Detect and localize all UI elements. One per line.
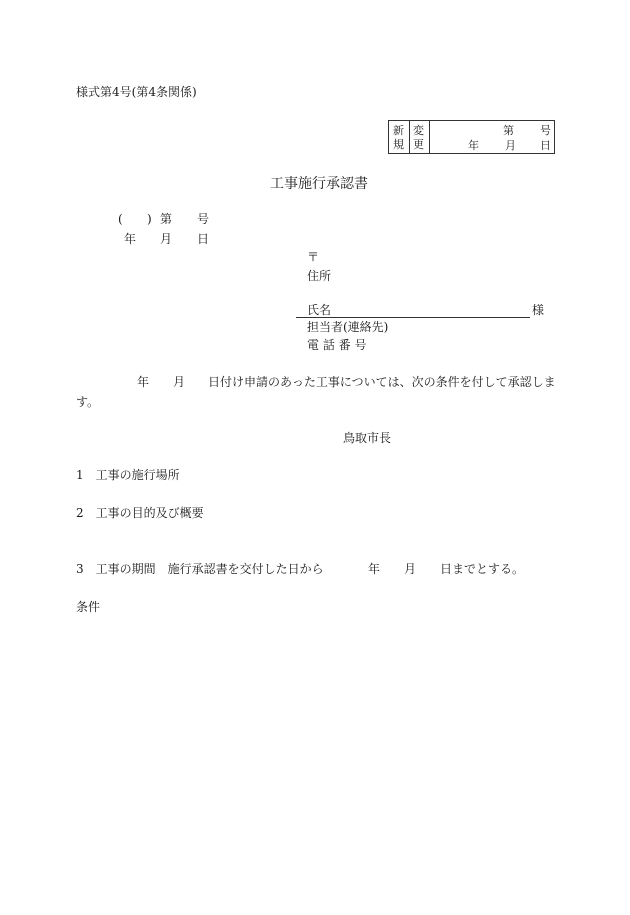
issue-go: 号 xyxy=(197,212,210,226)
body-text-line1: 日付け申請のあった工事については、次の条件を付して承認しま xyxy=(208,375,556,389)
change-label-top: 変 xyxy=(413,124,424,137)
postal-mark: 〒 xyxy=(307,250,320,264)
item-3-period: 3 工事の期間 施行承認書を交付した日から xyxy=(76,562,324,576)
issue-year: 年 xyxy=(124,232,137,246)
phone-label: 電 話 番 号 xyxy=(307,338,367,352)
item-3-year: 年 xyxy=(368,562,381,576)
address-label: 住所 xyxy=(307,269,332,283)
conditions-label: 条件 xyxy=(76,600,101,614)
contact-label: 担当者(連絡先) xyxy=(307,320,389,334)
issue-dai: 第 xyxy=(160,212,173,226)
change-label-bottom: 更 xyxy=(413,138,424,151)
item-2-purpose: 2 工事の目的及び概要 xyxy=(76,506,204,520)
body-month: 月 xyxy=(173,375,186,389)
body-year: 年 xyxy=(137,375,150,389)
issue-paren-open: ( xyxy=(118,212,123,226)
box-dai: 第 xyxy=(503,124,514,137)
change-cell xyxy=(409,121,430,153)
name-underline xyxy=(296,317,530,318)
body-text-line2: す。 xyxy=(76,395,100,409)
document-title: 工事施行承認書 xyxy=(270,176,368,192)
name-label: 氏名 xyxy=(307,303,332,317)
issuer-name: 鳥取市長 xyxy=(343,431,392,445)
item-3-day: 日までとする。 xyxy=(440,562,525,576)
honorific: 様 xyxy=(532,303,545,317)
issue-day: 日 xyxy=(197,232,210,246)
box-day: 日 xyxy=(540,139,551,152)
item-3-month: 月 xyxy=(404,562,417,576)
issue-paren-close: ) xyxy=(147,212,152,226)
issue-month: 月 xyxy=(160,232,173,246)
new-label-bottom: 規 xyxy=(393,138,404,151)
box-year: 年 xyxy=(468,139,479,152)
new-label-top: 新 xyxy=(393,124,404,137)
box-month: 月 xyxy=(505,139,516,152)
box-go: 号 xyxy=(540,124,551,137)
new-cell xyxy=(389,121,410,153)
document-number-box xyxy=(388,120,555,154)
form-reference: 様式第4号(第4条関係) xyxy=(76,85,197,99)
item-1-location: 1 工事の施行場所 xyxy=(76,468,180,482)
